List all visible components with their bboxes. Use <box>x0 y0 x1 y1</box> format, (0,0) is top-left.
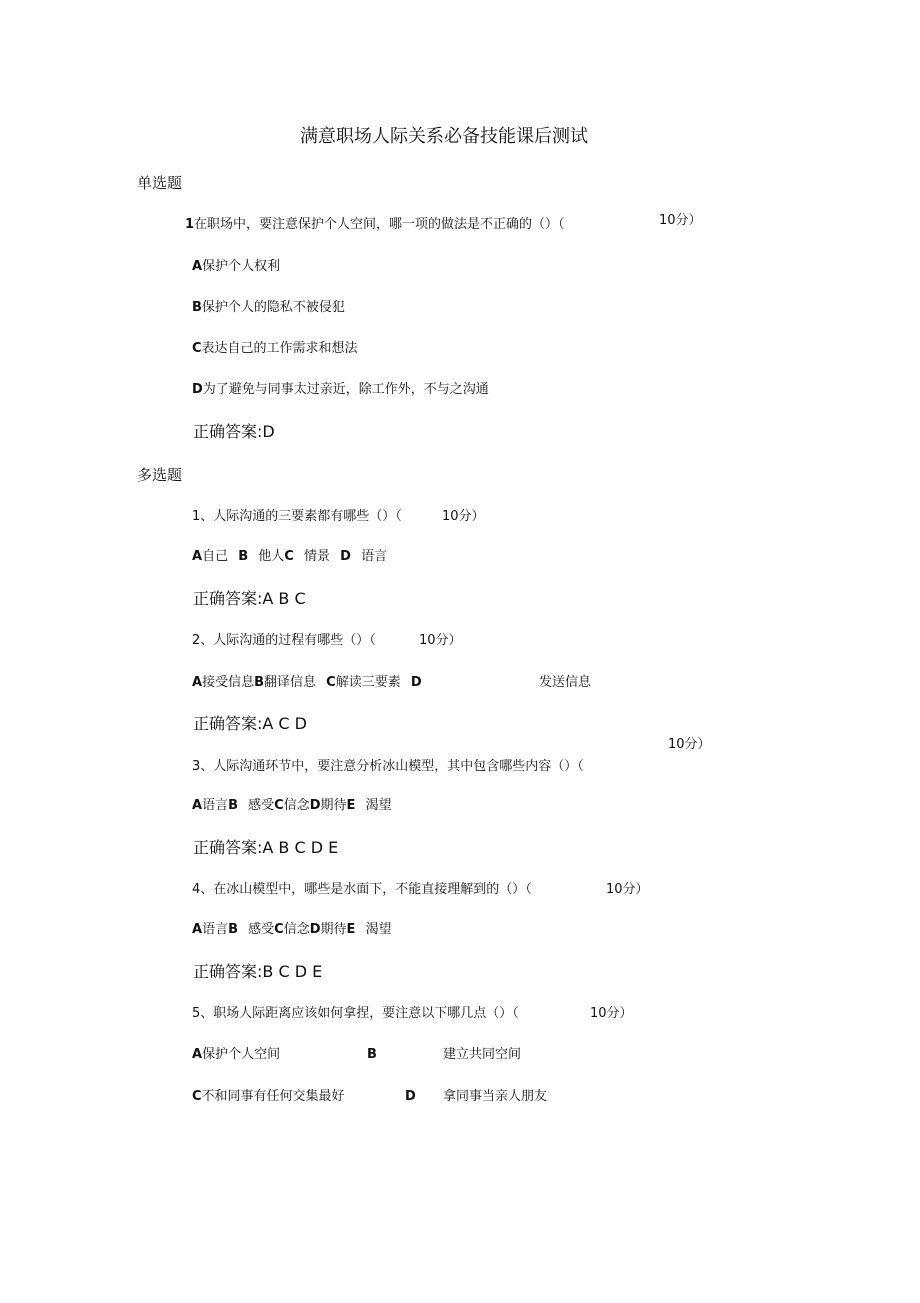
option-letter: C <box>326 675 336 690</box>
correct-answer: 正确答案:D <box>193 422 275 441</box>
option-text: 信念 <box>283 922 310 937</box>
correct-answer: 正确答案:B C D E <box>193 962 323 981</box>
correct-answer: 正确答案:A C D <box>193 714 308 733</box>
option-letter: C <box>284 549 294 564</box>
option-text: 解读三要素 <box>335 675 401 690</box>
option-letter: B <box>228 798 238 813</box>
question-text: 在职场中，要注意保护个人空间，哪一项的做法是不正确的（）（ <box>194 217 565 232</box>
option-d <box>192 383 489 396</box>
option-letter: A <box>192 549 203 564</box>
question-multi-4: 4、在冰山模型中，哪些是水面下，不能直接理解到的（）（ <box>192 882 532 897</box>
question-score: 10分） <box>419 633 462 648</box>
question-score: 10分） <box>442 509 485 524</box>
option-text: 感受 <box>248 922 275 937</box>
page-title: 满意职场人际关系必备技能课后测试 <box>300 126 588 147</box>
option-text: 渴望 <box>365 798 392 813</box>
option-letter: C <box>192 1089 202 1104</box>
option-c <box>192 1090 345 1103</box>
option-text: 期待 <box>320 922 347 937</box>
option-text: 语言 <box>202 922 229 937</box>
option-letter: D <box>309 798 321 813</box>
option-letter: B <box>228 922 238 937</box>
option-letter: C <box>192 341 202 356</box>
option-letter: A <box>192 259 203 274</box>
option-letter: C <box>274 922 284 937</box>
options-row <box>192 550 387 563</box>
option-text: 期待 <box>320 798 347 813</box>
option-text: 保护个人空间 <box>202 1047 281 1062</box>
option-text: 情景 <box>303 549 330 564</box>
option-letter: D <box>405 1089 416 1104</box>
option-letter: E <box>346 798 356 813</box>
option-text: 建立共同空间 <box>443 1047 522 1062</box>
question-score: 10分） <box>590 1006 633 1021</box>
question-multi-2: 2、人际沟通的过程有哪些（）（ <box>192 633 376 648</box>
option-b <box>192 301 345 314</box>
option-c <box>192 342 358 355</box>
question-score: 10分） <box>606 882 649 897</box>
option-letter: A <box>192 798 203 813</box>
option-text: 保护个人的隐私不被侵犯 <box>201 300 345 315</box>
option-text: 翻译信息 <box>264 675 317 690</box>
option-text: 他人 <box>258 549 285 564</box>
option-letter: B <box>254 675 264 690</box>
question-multi-5: 5、职场人际距离应该如何拿捏，要注意以下哪几点（）（ <box>192 1006 519 1021</box>
option-letter: D <box>309 922 321 937</box>
option-letter: A <box>192 675 203 690</box>
option-letter: D <box>192 382 203 397</box>
option-text: 发送信息 <box>539 675 592 690</box>
option-letter: D <box>340 549 351 564</box>
question-multi-3: 3、人际沟通环节中，要注意分析冰山模型，其中包含哪些内容（）（ <box>192 759 584 774</box>
question-score: 10分） <box>659 213 702 228</box>
option-text: 渴望 <box>365 922 392 937</box>
section-heading-single: 单选题 <box>137 174 183 192</box>
section-heading-multi: 多选题 <box>137 466 183 484</box>
option-letter: C <box>274 798 284 813</box>
option-text: 语言 <box>202 798 229 813</box>
option-text: 拿同事当亲人朋友 <box>443 1089 548 1104</box>
option-text: 表达自己的工作需求和想法 <box>201 341 358 356</box>
option-letter: B <box>367 1047 377 1062</box>
option-text: 语言 <box>361 549 388 564</box>
options-row <box>192 676 422 689</box>
option-text: 为了避免与同事太过亲近，除工作外，不与之沟通 <box>202 382 489 397</box>
options-row <box>192 799 392 812</box>
question-multi-1: 1、人际沟通的三要素都有哪些（）（ <box>192 509 402 524</box>
option-text: 不和同事有任何交集最好 <box>201 1089 345 1104</box>
question-number: 1 <box>185 217 195 232</box>
option-letter: B <box>238 549 249 564</box>
options-row <box>192 923 392 936</box>
question-score: 10分） <box>668 737 711 752</box>
option-a <box>192 1048 280 1061</box>
option-letter: E <box>346 922 356 937</box>
option-letter: B <box>192 300 202 315</box>
correct-answer: 正确答案:A B C D E <box>193 838 339 857</box>
option-letter: A <box>192 922 203 937</box>
option-a <box>192 260 280 273</box>
option-text: 自己 <box>202 549 229 564</box>
correct-answer: 正确答案:A B C <box>193 589 306 608</box>
option-text: 保护个人权利 <box>202 259 281 274</box>
option-text: 接受信息 <box>202 675 255 690</box>
option-letter: D <box>410 675 422 690</box>
option-text: 感受 <box>248 798 275 813</box>
option-letter: A <box>192 1047 203 1062</box>
question-single-1 <box>185 218 565 231</box>
option-text: 信念 <box>283 798 310 813</box>
